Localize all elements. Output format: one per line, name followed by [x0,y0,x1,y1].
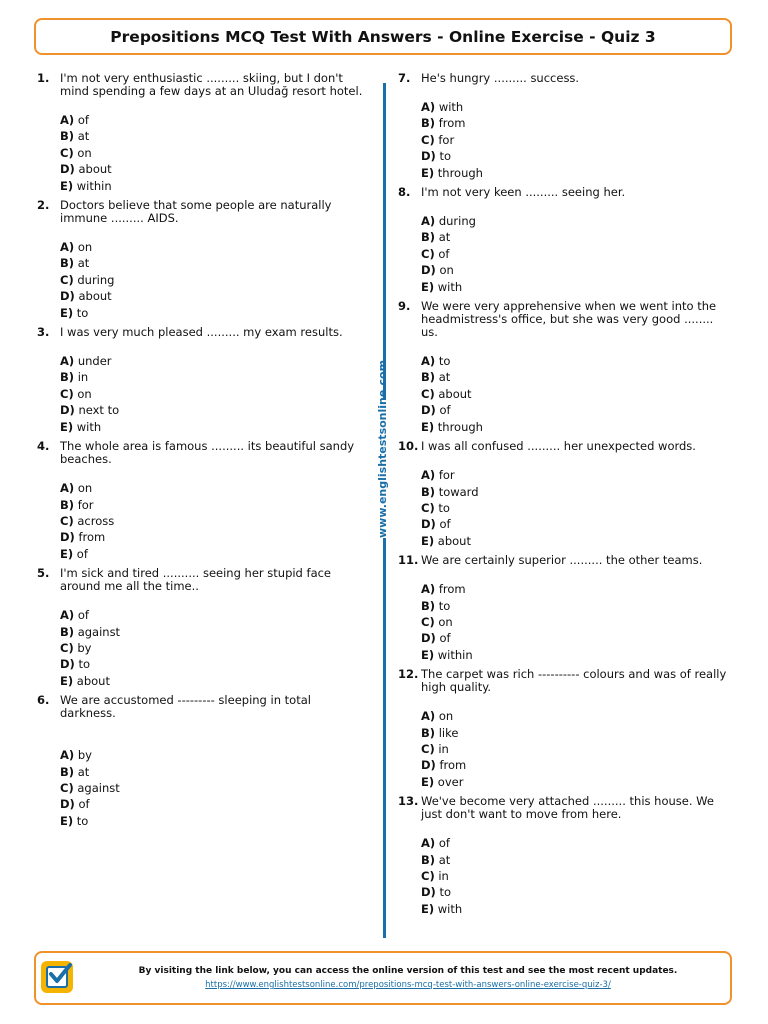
question-number: 12. [398,667,419,682]
option-text: to [78,657,91,672]
answer-option[interactable] [421,213,732,229]
answer-option[interactable] [60,656,367,672]
option-letter: B) [60,129,75,144]
question-number: 13. [398,794,419,809]
answer-option[interactable] [60,529,367,545]
option-text: through [437,165,483,180]
question-text: I was very much pleased ......... my exam results. [60,325,343,340]
option-text: on [77,481,93,496]
option-letter: D) [60,289,75,304]
option-text: from [438,582,466,597]
answer-options [37,607,367,689]
option-text: about [78,162,112,177]
answer-option[interactable] [60,145,367,161]
question-column-left [37,72,367,834]
question-4 [37,440,367,562]
answer-option[interactable] [60,813,367,829]
question-text: We were very apprehensive when we went into the headmistress's office, but she was very good ........ us. [421,299,717,340]
answer-option[interactable] [421,741,732,757]
option-text: for [438,132,455,147]
option-letter: B) [60,764,75,779]
question-7 [398,72,732,181]
answer-option[interactable] [60,128,367,144]
answer-option[interactable] [60,513,367,529]
answer-option[interactable] [60,178,367,194]
option-letter: C) [60,145,74,160]
option-letter: E) [421,901,435,916]
question-number: 9. [398,299,411,314]
option-text: from [438,116,466,131]
option-text: to [76,305,89,320]
answer-option[interactable] [421,500,732,516]
option-letter: B) [421,484,436,499]
answer-option[interactable] [421,262,732,278]
answer-options [398,213,732,295]
option-text: on [77,386,92,401]
answer-option[interactable] [421,467,732,483]
option-letter: D) [60,797,75,812]
option-letter: A) [421,836,436,851]
answer-option[interactable] [421,484,732,500]
answer-option[interactable] [60,480,367,496]
option-text: of [77,608,89,623]
question-text: The carpet was rich ---------- colours and was of really high quality. [421,667,727,695]
option-letter: E) [421,279,435,294]
option-text: at [77,764,90,779]
answer-option[interactable] [60,239,367,255]
watermark-text: www.englishtestsonline.com [376,359,389,538]
answer-options [398,581,732,663]
answer-option[interactable] [60,624,367,640]
answer-option[interactable] [421,725,732,741]
question-text: He's hungry ......... success. [421,71,580,85]
answer-option[interactable] [421,598,732,614]
option-letter: E) [421,533,435,548]
option-text: to [438,500,450,515]
option-letter: D) [421,403,436,418]
option-letter: A) [60,748,75,763]
option-text: by [77,748,92,763]
option-text: about [76,673,110,688]
question-number: 4. [37,439,50,454]
option-letter: C) [60,513,74,528]
question-text: We've become very attached ......... this house. We just don't want to move from here. [421,794,714,822]
option-letter: D) [421,263,436,278]
answer-option[interactable] [421,647,732,663]
answer-option[interactable] [60,161,367,177]
option-letter: E) [60,419,74,434]
option-text: about [437,533,471,548]
option-text: on [438,614,453,629]
footer-text: By visiting the link below, you can access the online version of this test and see the most recent updates. [138,966,678,976]
footer-link[interactable]: https://www.englishtestsonline.com/prepositions-mcq-test-with-answers-online-exercise-quiz-3/ [205,980,611,990]
option-text: at [77,129,90,144]
answer-option[interactable] [60,780,367,796]
option-text: of [439,517,451,532]
option-text: about [78,289,112,304]
answer-option[interactable] [60,497,367,513]
option-text: against [77,780,120,795]
option-letter: B) [421,370,436,385]
answer-option[interactable] [421,884,732,900]
option-letter: E) [60,178,74,193]
option-text: in [438,741,449,756]
answer-options [398,353,732,435]
question-12 [398,668,732,790]
question-text: I'm sick and tired .......... seeing her stupid face around me all the time.. [60,566,332,594]
option-text: about [438,386,472,401]
option-text: across [77,513,115,528]
option-letter: C) [421,614,435,629]
option-text: toward [438,484,479,499]
answer-option[interactable] [60,369,367,385]
answer-option[interactable] [421,132,732,148]
option-text: on [77,240,93,255]
answer-option[interactable] [421,246,732,262]
option-text: through [437,419,483,434]
option-letter: A) [421,354,436,369]
option-text: within [76,178,112,193]
option-letter: D) [60,403,75,418]
option-letter: E) [421,774,435,789]
question-number: 10. [398,439,419,454]
option-letter: E) [60,546,74,561]
answer-option[interactable] [421,835,732,851]
option-letter: C) [421,500,435,515]
option-letter: D) [421,631,436,646]
answer-option[interactable] [60,607,367,623]
option-letter: B) [421,230,436,245]
answer-option[interactable] [421,708,732,724]
option-letter: D) [421,517,436,532]
option-letter: E) [60,813,74,828]
option-text: on [439,263,454,278]
option-letter: B) [421,598,436,613]
option-text: to [439,149,452,164]
option-text: at [438,230,451,245]
question-text: We are certainly superior ......... the other teams. [421,553,703,568]
option-letter: B) [421,116,436,131]
question-number: 11. [398,553,419,568]
option-letter: A) [60,240,75,255]
answer-options [398,467,732,549]
option-text: to [438,598,451,613]
option-text: of [438,836,450,851]
option-letter: B) [60,497,75,512]
option-text: with [438,100,464,114]
answer-option[interactable] [60,402,367,418]
option-text: of [78,797,90,812]
option-letter: E) [421,647,435,662]
option-text: for [77,497,94,512]
option-letter: A) [421,468,436,483]
answer-option[interactable] [60,747,367,763]
answer-option[interactable] [60,255,367,271]
option-text: of [439,403,451,418]
option-text: at [438,852,451,867]
question-number: 8. [398,185,411,200]
option-text: during [438,214,476,229]
option-letter: A) [421,582,436,597]
answer-options [398,99,732,181]
question-number: 1. [37,71,50,85]
option-letter: A) [60,354,75,369]
answer-options [37,239,367,321]
question-2 [37,199,367,321]
option-text: against [77,624,121,639]
footer [34,951,732,1005]
option-text: of [76,546,88,561]
answer-option[interactable] [421,868,732,884]
answer-options [398,708,732,790]
answer-option[interactable] [60,305,367,321]
question-9 [398,300,732,435]
answer-option[interactable] [60,386,367,402]
option-letter: B) [60,624,75,639]
option-letter: B) [421,725,436,740]
answer-option[interactable] [421,774,732,790]
answer-options [37,480,367,562]
option-letter: A) [60,481,75,496]
option-text: with [437,901,463,916]
question-number: 3. [37,325,50,340]
option-letter: D) [421,149,436,164]
option-letter: D) [60,162,75,177]
option-text: with [437,279,463,294]
question-1 [37,72,367,194]
option-text: in [438,869,449,883]
question-column-right [398,72,732,922]
option-text: to [76,813,89,828]
question-11 [398,554,732,663]
answer-option[interactable] [421,852,732,868]
option-letter: C) [60,780,74,795]
option-letter: A) [421,100,436,114]
option-letter: E) [421,419,435,434]
answer-option[interactable] [421,402,732,418]
option-text: at [438,370,451,385]
answer-option[interactable] [421,630,732,646]
option-letter: C) [421,386,435,401]
option-text: under [77,354,112,369]
answer-options [37,112,367,194]
option-letter: D) [421,885,436,900]
option-text: within [437,647,473,662]
answer-option[interactable] [421,614,732,630]
option-text: of [438,246,450,261]
option-text: by [77,640,92,655]
checkmark-icon [41,961,73,993]
option-letter: C) [60,386,74,401]
option-text: during [77,272,115,287]
option-letter: C) [421,869,435,883]
question-text: I'm not very keen ......... seeing her. [421,185,626,200]
option-letter: C) [60,272,74,287]
question-text: The whole area is famous ......... its beautiful sandy beaches. [60,439,355,467]
answer-option[interactable] [421,516,732,532]
answer-option[interactable] [421,386,732,402]
answer-options [37,747,367,829]
option-letter: D) [60,530,75,545]
page-title: Prepositions MCQ Test With Answers - Online Exercise - Quiz 3 [34,18,732,55]
answer-option[interactable] [60,272,367,288]
question-text: Doctors believe that some people are naturally immune ......... AIDS. [60,198,332,226]
option-text: at [77,256,90,271]
option-letter: A) [421,214,436,229]
option-text: to [438,354,451,369]
option-text: over [437,774,464,789]
option-letter: D) [421,758,436,773]
answer-option[interactable] [60,764,367,780]
answer-option[interactable] [421,148,732,164]
option-text: next to [78,403,120,418]
option-text: on [77,145,92,160]
answer-option[interactable] [421,229,732,245]
question-text: I was all confused ......... her unexpected words. [421,439,696,454]
answer-options [398,835,732,917]
answer-option[interactable] [421,581,732,597]
answer-option[interactable] [60,288,367,304]
answer-options [37,353,367,435]
option-text: of [439,631,451,646]
option-text: from [78,530,106,545]
option-letter: C) [421,132,435,147]
question-3 [37,326,367,435]
option-text: like [438,725,459,740]
option-text: of [77,113,89,127]
question-number: 2. [37,198,50,213]
answer-option[interactable] [421,99,732,115]
answer-option[interactable] [60,112,367,128]
option-letter: B) [60,370,75,385]
option-letter: A) [60,608,75,623]
question-number: 6. [37,693,50,708]
option-letter: A) [60,113,75,127]
option-letter: E) [421,165,435,180]
option-letter: D) [60,657,75,672]
option-letter: B) [421,852,436,867]
question-text: I'm not very enthusiastic ......... skiing, but I don't mind spending a few days at an Uludağ resort hotel. [60,71,363,98]
option-text: to [439,885,452,900]
option-letter: A) [421,709,436,724]
option-text: in [77,370,89,385]
answer-option[interactable] [421,901,732,917]
answer-option[interactable] [60,640,367,656]
question-number: 7. [398,71,411,85]
question-number: 5. [37,566,50,581]
answer-option[interactable] [421,115,732,131]
question-10 [398,440,732,549]
answer-option[interactable] [421,279,732,295]
answer-option[interactable] [60,796,367,812]
option-letter: B) [60,256,75,271]
option-letter: E) [60,305,74,320]
answer-option[interactable] [60,419,367,435]
answer-option[interactable] [421,533,732,549]
answer-option[interactable] [60,353,367,369]
option-text: with [76,419,102,434]
option-letter: E) [60,673,74,688]
answer-option[interactable] [421,353,732,369]
option-text: for [438,468,455,483]
option-letter: C) [60,640,74,655]
option-text: from [439,758,467,773]
question-13 [398,795,732,917]
answer-option[interactable] [60,673,367,689]
question-5 [37,567,367,689]
answer-option[interactable] [421,369,732,385]
option-text: on [438,709,454,724]
answer-option[interactable] [421,757,732,773]
question-6 [37,694,367,829]
question-8 [398,186,732,295]
question-text: We are accustomed --------- sleeping in total darkness. [60,693,311,721]
option-letter: C) [421,741,435,756]
option-letter: C) [421,246,435,261]
answer-option[interactable] [60,546,367,562]
answer-option[interactable] [421,419,732,435]
answer-option[interactable] [421,165,732,181]
